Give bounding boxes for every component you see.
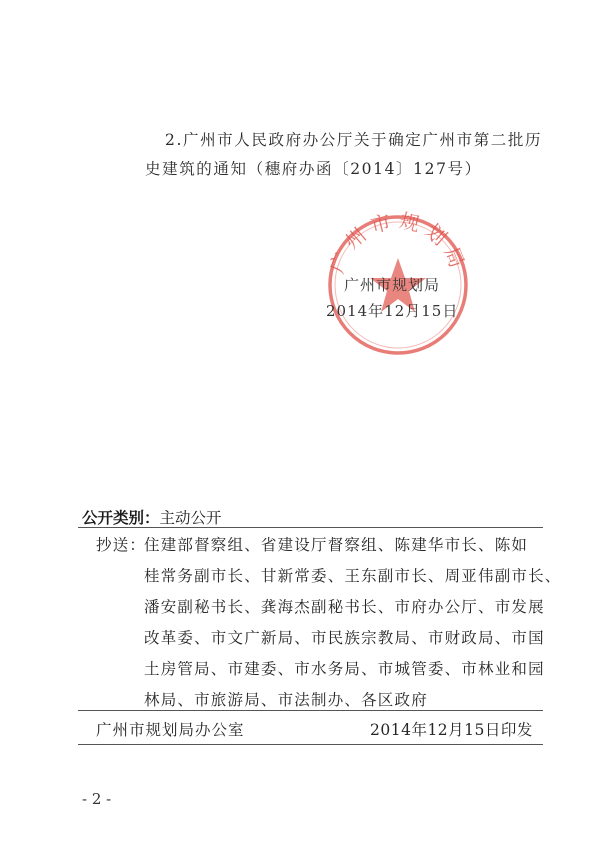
issuer: 广州市规划局办公室: [96, 721, 245, 739]
attachment-line-2: 史建筑的通知（穗府办函〔2014〕127号）: [145, 160, 482, 178]
public-category: [82, 506, 222, 528]
divider-middle: [78, 710, 543, 711]
cc-line: 改革委、市文广新局、市民族宗教局、市财政局、市国: [144, 629, 545, 647]
cc-line: 桂常务副市长、甘新常委、王东副市长、周亚伟副市长、: [144, 567, 562, 585]
seal-text: 广州市规划局: [324, 210, 472, 277]
signature-org: 广州市规划局: [344, 276, 441, 294]
divider-bottom: [78, 744, 543, 745]
cc-line: 住建部督察组、省建设厅督察组、陈建华市长、陈如: [144, 536, 529, 554]
attachment-line-1: 2.广州市人民政府办公厅关于确定广州市第二批历: [165, 131, 543, 149]
signature-date: 2014年12月15日: [326, 302, 459, 320]
public-category-value: 主动公开: [159, 509, 222, 527]
issue-date: 2014年12月15日印发: [370, 721, 533, 739]
cc-label: 抄送：: [96, 536, 147, 554]
cc-line: 潘安副秘书长、龚海杰副秘书长、市府办公厅、市发展: [144, 598, 545, 616]
cc-line: 林局、市旅游局、市法制办、各区政府: [144, 691, 428, 709]
public-category-label: 公开类别：: [82, 509, 160, 527]
divider-top: [78, 527, 543, 528]
cc-line: 土房管局、市建委、市水务局、市城管委、市林业和园: [144, 660, 545, 678]
page-number: - 2 -: [82, 790, 112, 808]
